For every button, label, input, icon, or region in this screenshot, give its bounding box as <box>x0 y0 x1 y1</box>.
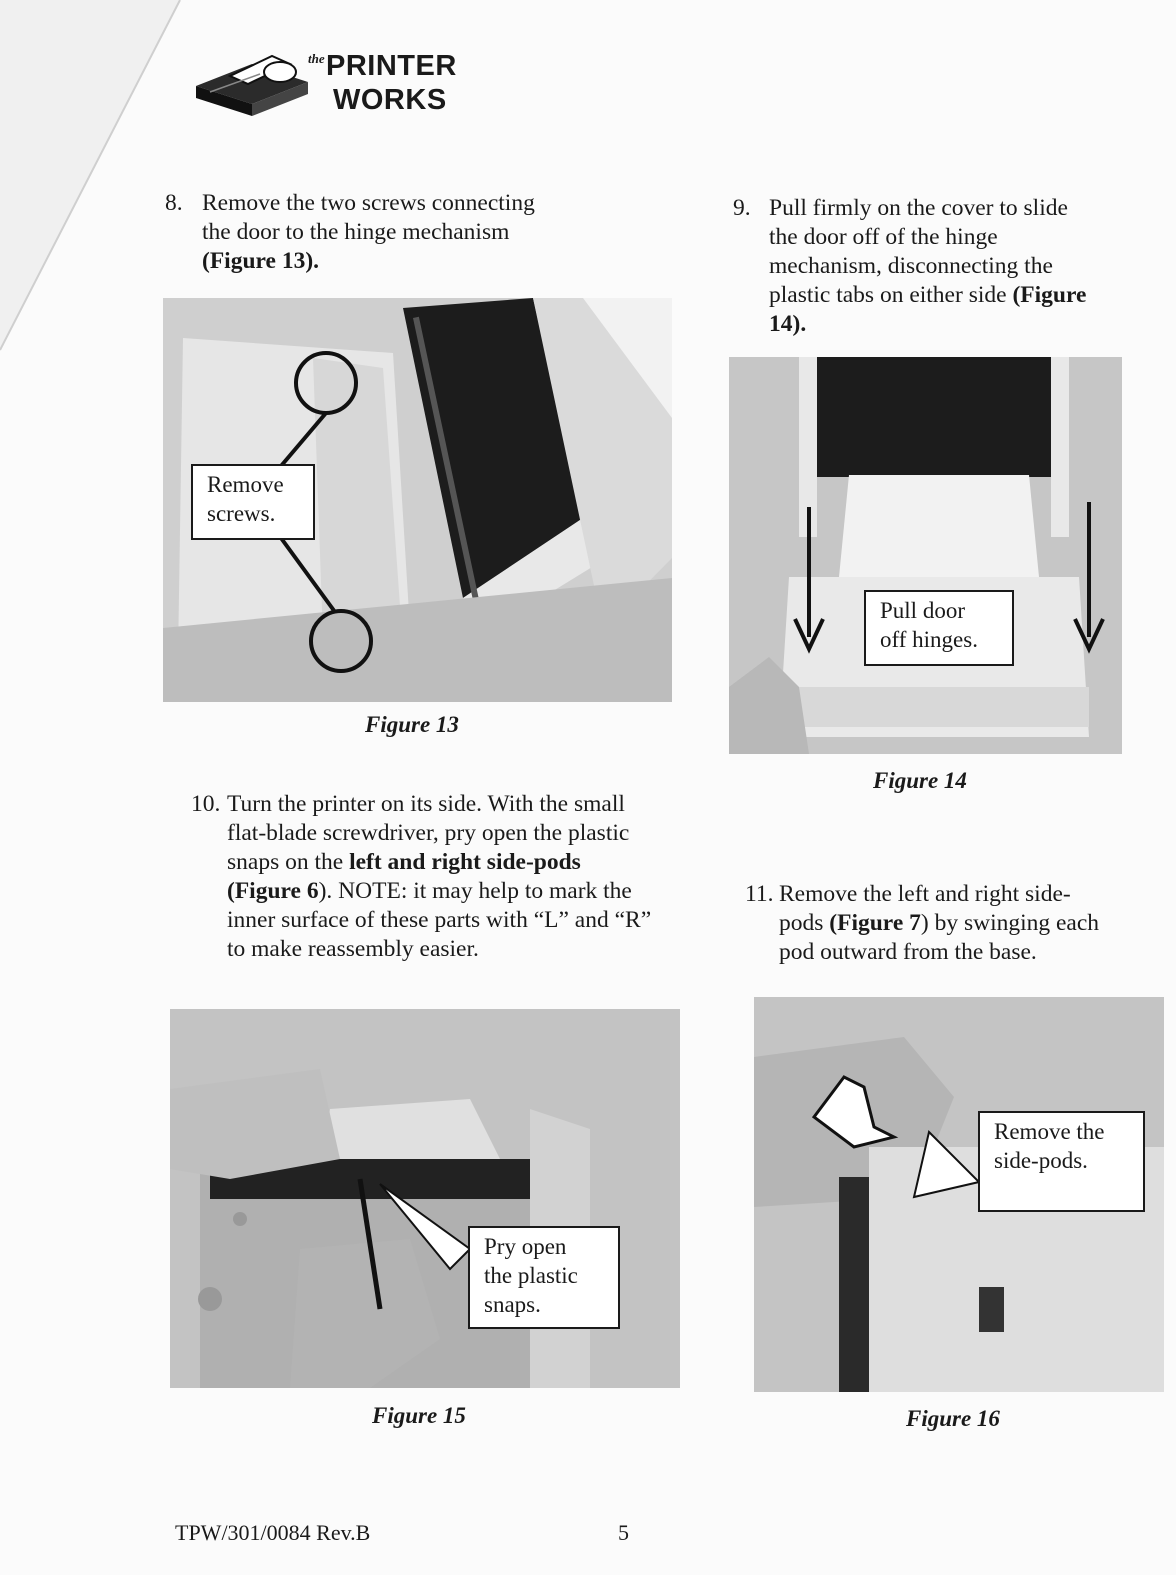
step-line: Turn the printer on its side. With the small <box>227 791 625 817</box>
step-line: mechanism, disconnecting the <box>769 253 1053 279</box>
callout-line: snaps. <box>484 1292 541 1317</box>
step-line: inner surface of these parts with “L” and “R” <box>227 907 652 933</box>
figure-15-caption: Figure 15 <box>372 1403 466 1428</box>
callout-line: the plastic <box>484 1263 578 1288</box>
step-10 <box>191 790 691 970</box>
step-line: ) by swinging each <box>920 910 1100 936</box>
logo-line2: WORKS <box>333 84 447 116</box>
document-id: TPW/301/0084 Rev.B <box>175 1520 371 1545</box>
step-line: ). NOTE: it may help to mark the <box>318 878 632 904</box>
step-line: to make reassembly easier. <box>227 936 479 962</box>
step-line: pod outward from the base. <box>779 939 1037 965</box>
figure-15-photo <box>170 1009 680 1388</box>
step-number: 11. <box>745 881 774 907</box>
step-text <box>227 790 651 964</box>
figure-13-caption: Figure 13 <box>365 712 459 737</box>
step-line: Pull firmly on the cover to slide <box>769 195 1068 221</box>
figure-13-callout <box>191 464 315 540</box>
figure-15-callout <box>468 1226 620 1329</box>
callout-line: off hinges. <box>880 627 978 652</box>
step-9 <box>733 194 1133 344</box>
callout-line: screws. <box>207 501 276 526</box>
figure-ref: (Figure 13). <box>202 248 320 274</box>
step-11 <box>745 880 1145 970</box>
figure-14-caption: Figure 14 <box>873 768 967 793</box>
step-number: 10. <box>191 791 221 817</box>
figure-16-callout <box>978 1111 1145 1212</box>
figure-ref: (Figure 6 <box>227 878 319 904</box>
step-number: 8. <box>165 190 183 216</box>
bold-text: left and right side-pods <box>349 849 581 875</box>
callout-line: Remove <box>207 472 284 497</box>
step-8 <box>165 189 585 279</box>
figure-ref: (Figure 7 <box>829 910 921 936</box>
step-line: the door to the hinge mechanism <box>202 219 510 245</box>
figure-16-caption: Figure 16 <box>906 1406 1000 1431</box>
figure-14-callout <box>864 590 1014 666</box>
step-text <box>779 880 1099 967</box>
step-line: Remove the left and right side- <box>779 881 1071 907</box>
step-line: the door off of the hinge <box>769 224 998 250</box>
step-line: snaps on the <box>227 849 350 875</box>
callout-line: Pry open <box>484 1234 567 1259</box>
figure-ref: 14). <box>769 311 807 337</box>
step-line: Remove the two screws connecting <box>202 190 535 216</box>
page-edge-shadow <box>0 0 190 360</box>
logo-line1: PRINTER <box>326 50 457 82</box>
callout-line: side-pods. <box>994 1148 1088 1173</box>
step-text <box>769 194 1086 339</box>
step-text <box>202 189 535 276</box>
figure-14-photo <box>729 357 1122 754</box>
callout-line: Pull door <box>880 598 965 623</box>
step-line: flat-blade screwdriver, pry open the plastic <box>227 820 630 846</box>
callout-line: Remove the <box>994 1119 1105 1144</box>
step-number: 9. <box>733 195 751 221</box>
figure-ref: (Figure <box>1012 282 1087 308</box>
logo-prefix: the <box>308 51 325 66</box>
step-line: pods <box>779 910 830 936</box>
step-line: plastic tabs on either side <box>769 282 1013 308</box>
page-number: 5 <box>618 1520 629 1545</box>
